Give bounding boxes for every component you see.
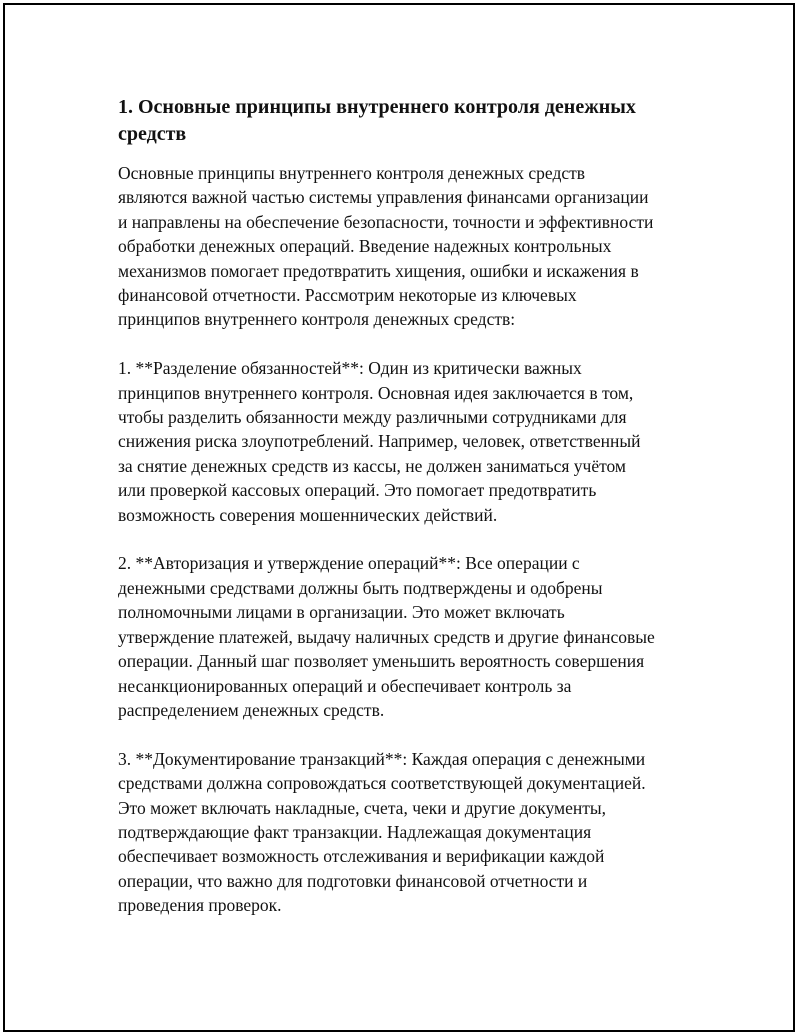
document-body bbox=[118, 94, 708, 942]
intro-paragraph: Основные принципы внутреннего контроля денежных средств являются важной частью системы управления финансами организации и направлены на обеспечение безопасности, точности и эффективности обработки денежных операций. Введение надежных контрольных механизмов помогает предотвратить хищения, ошибки и искажения в финансовой отчетности. Рассмотрим некоторые из ключевых принципов внутреннего контроля денежных средств: bbox=[118, 163, 654, 330]
principle-paragraph-1: 1. **Разделение обязанностей**: Один из критически важных принципов внутреннего контроля. Основная идея заключается в том, чтобы разделить обязанности между различными сотрудниками для снижения риска злоупотреблений. Например, человек, ответственный за снятие денежных средств из кассы, не должен заниматься учётом или проверкой кассовых операций. Это помогает предотвратить возможность соверения мошеннических действий. bbox=[118, 358, 641, 525]
principle-paragraph-3: 3. **Документирование транзакций**: Каждая операция с денежными средствами должна сопровождаться соответствующей документацией. Это может включать накладные, счета, чеки и другие документы, подтверждающие факт транзакции. Надлежащая документация обеспечивает возможность отслеживания и верификации каждой операции, что важно для подготовки финансовой отчетности и проведения проверок. bbox=[118, 748, 646, 916]
principle-paragraph-2: 2. **Авторизация и утверждение операций**: Все операции с денежными средствами должны быть подтверждены и одобрены полномочными лицами в организации. Это может включать утверждение платежей, выдачу наличных средств и другие финансовые операции. Данный шаг позволяет уменьшить вероятность совершения несанкционированных операций и обеспечивает контроль за распределением денежных средств. bbox=[118, 553, 655, 720]
document-title: 1. Основные принципы внутреннего контроля денежных средств bbox=[118, 96, 636, 145]
